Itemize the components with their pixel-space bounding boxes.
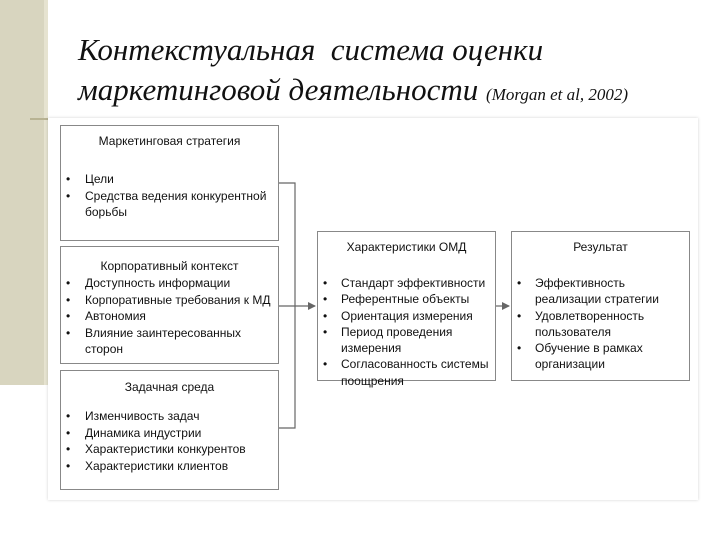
box-omd-characteristics: [317, 231, 496, 388]
title-citation: (Morgan et al, 2002): [486, 85, 628, 104]
list-item: • Период проведения измерения: [318, 324, 495, 357]
box-heading: Задачная среда: [124, 380, 215, 394]
box-heading: Результат: [573, 240, 628, 254]
box-corporate-context: [60, 246, 279, 364]
list-item: • Референтные объекты: [318, 291, 495, 307]
list-item: • Характеристики клиентов: [61, 458, 278, 475]
connector-task: [279, 306, 295, 428]
box-task-environment: [60, 370, 279, 490]
box-heading: Характеристики ОМД: [346, 240, 467, 254]
decorative-side-bar: [0, 0, 46, 385]
list-item: • Эффективность реализации стратегии: [512, 275, 689, 308]
box-heading: Корпоративный контекст: [100, 259, 239, 273]
list-item: • Согласованность системы поощрения: [318, 356, 495, 389]
framework-diagram: [48, 118, 698, 500]
bullet-list: [61, 408, 278, 474]
connector-strategy: [279, 183, 295, 306]
list-item: • Изменчивость задач: [61, 408, 278, 425]
title-line-1: Контекстуальная система оценки: [78, 32, 544, 67]
list-item: • Стандарт эффективности: [318, 275, 495, 291]
bullet-list: [512, 275, 689, 373]
box-result: [511, 231, 690, 381]
list-item: • Динамика индустрии: [61, 425, 278, 442]
list-item: • Влияние заинтересованных сторон: [61, 325, 278, 358]
bullet-list: [61, 275, 278, 358]
list-item: • Доступность информации: [61, 275, 278, 292]
bullet-list: [61, 171, 278, 221]
list-item: • Цели: [61, 171, 278, 188]
title-line-2: [78, 70, 708, 115]
list-item: • Ориентация измерения: [318, 308, 495, 324]
list-item: • Удовлетворенность пользователя: [512, 308, 689, 341]
list-item: • Корпоративные требования к МД: [61, 292, 278, 309]
title-line-2-text: маркетинговой деятельности: [78, 72, 479, 107]
slide-title: [78, 30, 708, 115]
list-item: • Автономия: [61, 308, 278, 325]
box-heading: Маркетинговая стратегия: [98, 134, 241, 148]
box-marketing-strategy: [60, 125, 279, 241]
list-item: • Характеристики конкурентов: [61, 441, 278, 458]
list-item: • Обучение в рамках организации: [512, 340, 689, 373]
bullet-list: [318, 275, 495, 389]
list-item: • Средства ведения конкурентной борьбы: [61, 188, 278, 221]
